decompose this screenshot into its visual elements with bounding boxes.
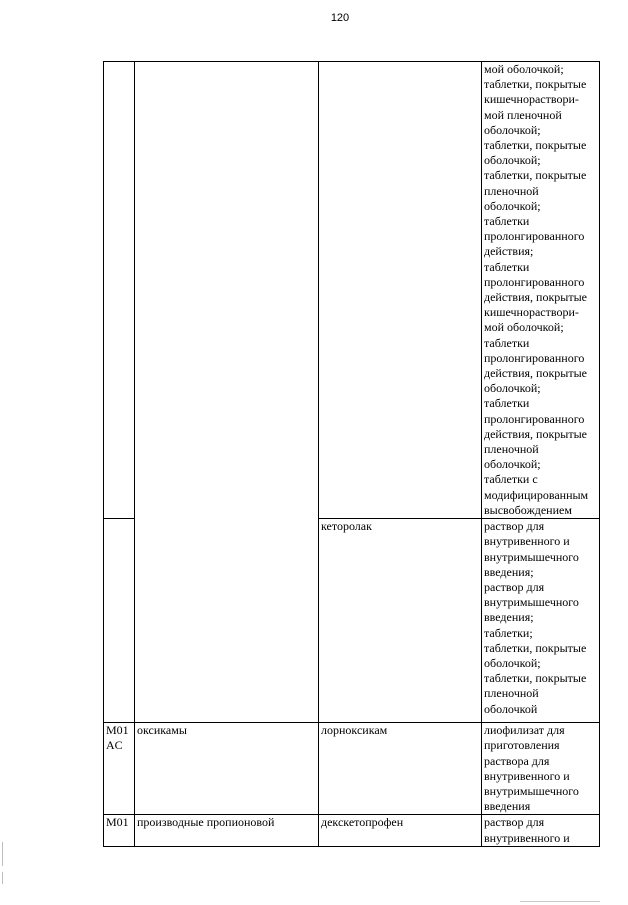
atc-code-cell: M01 (104, 815, 135, 846)
drug-table (103, 61, 600, 847)
group-cell: производные пропионовой (135, 815, 319, 846)
scan-edge-mark (520, 901, 600, 902)
scan-edge-mark (2, 872, 3, 884)
dosage-forms-cell: раствор для внутривенного и (482, 815, 600, 846)
group-cell (135, 62, 319, 723)
table-row (104, 62, 600, 519)
page-number: 120 (330, 12, 350, 24)
dosage-forms-cell: мой оболочкой; таблетки, покрытые кишечнораствори- мой пленочной оболочкой; таблетки, покрытые оболочкой; таблетки, покрытые пленочной оболочкой; таблетки пролонгированного действия; таблетки пролонгированного действия, покрытые кишечнораствори- мой оболочкой; таблетки пролонгированного действия, покрытые оболочкой; таблетки пролонгированного действия, покрытые пленочной оболочкой; таблетки с модифицированным высвобождением (482, 62, 600, 519)
table-row (104, 723, 600, 815)
atc-code-cell (104, 62, 135, 519)
atc-code-cell: M01 AC (104, 723, 135, 815)
drug-name-cell (319, 62, 482, 519)
dosage-forms-cell: раствор для внутривенного и внутримышечного введения; раствор для внутримышечного введения; таблетки; таблетки, покрытые оболочкой; таблетки, покрытые пленочной оболочкой (482, 519, 600, 723)
drug-name-cell: декскетопрофен (319, 815, 482, 846)
atc-code-cell (104, 519, 135, 723)
drug-name-cell: лорноксикам (319, 723, 482, 815)
group-cell: оксикамы (135, 723, 319, 815)
scan-edge-mark (2, 842, 3, 866)
dosage-forms-cell: лиофилизат для приготовления раствора для внутривенного и внутримышечного введения (482, 723, 600, 815)
table-row (104, 815, 600, 846)
drug-name-cell: кеторолак (319, 519, 482, 723)
